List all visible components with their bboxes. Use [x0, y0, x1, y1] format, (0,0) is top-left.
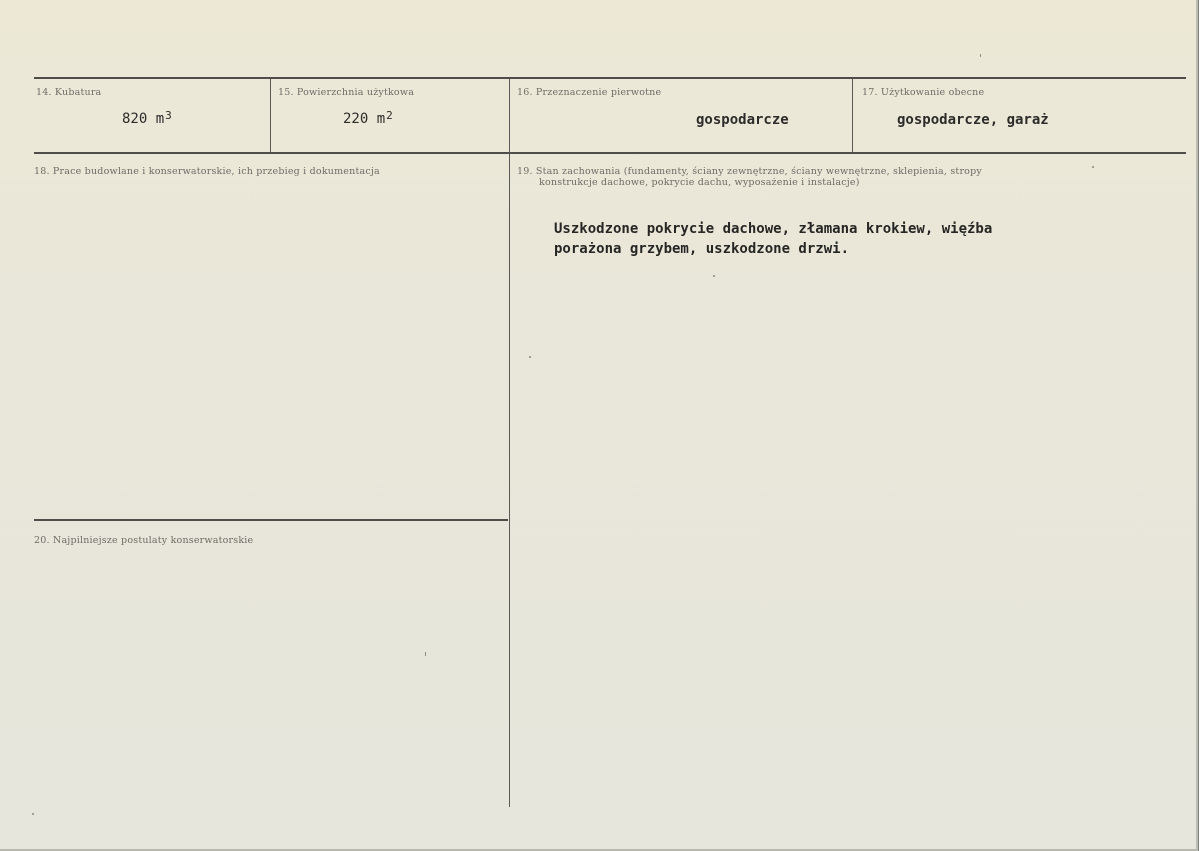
- field-18-label: 18. Prace budowlane i konserwatorskie, ich przebieg i dokumentacja: [34, 166, 380, 177]
- paper-speck: [713, 275, 715, 277]
- field-19-text: [554, 219, 992, 259]
- paper-speck: [1092, 166, 1094, 168]
- section-divider: [34, 519, 508, 521]
- paper-speck: [529, 356, 531, 358]
- field-17-label: 17. Użytkowanie obecne: [862, 87, 985, 98]
- field-19-text-line2: porażona grzybem, uszkodzone drzwi.: [554, 241, 850, 257]
- field-14-number: 820 m: [122, 111, 165, 127]
- field-16-label: 16. Przeznaczenie pierwotne: [517, 87, 662, 98]
- field-19-label-line2: konstrukcje dachowe, pokrycie dachu, wyposażenie i instalacje): [539, 177, 860, 188]
- row-divider: [34, 152, 1186, 154]
- column-divider-1: [270, 79, 271, 152]
- field-16-value: gospodarcze: [696, 112, 789, 128]
- field-15-exponent: 2: [386, 109, 393, 122]
- column-divider-3: [852, 79, 853, 152]
- paper-speck: [425, 652, 426, 656]
- field-15-value: [343, 111, 393, 127]
- paper-speck: [980, 54, 981, 57]
- field-17-value: gospodarcze, garaż: [897, 112, 1049, 128]
- paper-speck: [32, 813, 34, 815]
- top-rule: [34, 77, 1186, 79]
- field-14-value: [122, 111, 172, 127]
- field-15-label: 15. Powierzchnia użytkowa: [278, 87, 415, 98]
- field-19-label-line1: 19. Stan zachowania (fundamenty, ściany zewnętrzne, ściany wewnętrzne, sklepienia, stropy: [517, 166, 982, 177]
- field-14-label: 14. Kubatura: [36, 87, 102, 98]
- field-19-text-line1: Uszkodzone pokrycie dachowe, złamana krokiew, więźba: [554, 221, 993, 237]
- field-14-exponent: 3: [165, 109, 172, 122]
- column-divider-2: [509, 79, 510, 807]
- field-20-label: 20. Najpilniejsze postulaty konserwatorskie: [34, 535, 254, 546]
- field-15-number: 220 m: [343, 111, 386, 127]
